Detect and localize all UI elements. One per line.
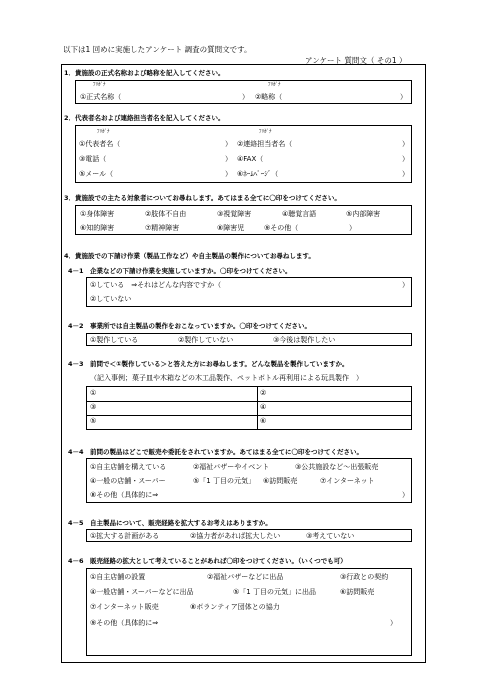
q44-option-bazaar[interactable]: ②福祉バザーやイベント xyxy=(193,463,270,471)
q1-short-name-close: ） xyxy=(400,93,407,101)
q43-cell-2[interactable]: ② xyxy=(260,389,267,397)
q46-option-shop[interactable]: ④一般店舗・スーパーなどに出品 xyxy=(90,588,194,596)
q2-row3-right-close: ） xyxy=(402,170,409,178)
q46-title: 4－6 販売経路の拡大として考えていることがあれば〇印をつけてください。（いくつでも可） xyxy=(68,557,347,565)
q2-row1-right-close: ） xyxy=(402,140,409,148)
q42-title: 4－2 事業所では自主製品の製作をおこなっていますか。〇印をつけてください。 xyxy=(68,322,312,330)
q43-cell-5[interactable]: ⑤ xyxy=(90,417,97,425)
q44-option-other[interactable]: ⑧その他（具体的に⇒ xyxy=(90,491,159,499)
q41-title: 4－1 企業などの下請け作業を実施していますか。〇印をつけてください。 xyxy=(68,267,292,275)
q3-option-limb[interactable]: ②肢体不自由 xyxy=(145,210,187,218)
q46-option-bazaar[interactable]: ②福祉バザーなどに出品 xyxy=(207,573,284,581)
q44-option-visit[interactable]: ⑥訪問販売 xyxy=(263,477,298,485)
q2-contact-person-field[interactable]: ②連絡担当者名（ xyxy=(237,140,293,148)
q2-email-field[interactable]: ⑤メール（ xyxy=(79,170,114,178)
q2-row3-left-close: ） xyxy=(225,170,232,178)
q46-option-internet[interactable]: ⑦インターネット販売 xyxy=(90,603,159,611)
q44-option-shop[interactable]: ④一般の店舗・スーパー xyxy=(90,477,166,485)
q2-row2-right-close: ） xyxy=(402,155,409,163)
q41-option-no[interactable]: ②していない xyxy=(90,295,132,303)
q43-cell-6[interactable]: ⑥ xyxy=(260,417,267,425)
q45-title: 4－5 自主製品について、販売経路を拡大するお考えはありますか。 xyxy=(68,519,272,527)
q46-other-close: ） xyxy=(390,619,397,627)
q3-option-physical[interactable]: ①身体障害 xyxy=(80,210,115,218)
q3-option-hearing[interactable]: ④聴覚言語 xyxy=(282,210,317,218)
q2-title: 2．代表者名および連絡担当者名を記入してください。 xyxy=(64,114,225,122)
q2-fax-field[interactable]: ④FAX（ xyxy=(237,155,264,163)
q46-option-other[interactable]: ⑨その他（具体的に⇒ xyxy=(90,619,159,627)
q45-option-if-helper[interactable]: ②協力者があれば拡大したい xyxy=(190,532,281,540)
q43-cell-4[interactable]: ④ xyxy=(260,403,267,411)
q43-cell-1[interactable]: ① xyxy=(90,389,97,397)
q3-option-children[interactable]: ⑧障害児 xyxy=(217,224,245,232)
q2-row2-left-close: ） xyxy=(225,155,232,163)
q44-other-close: ） xyxy=(402,491,409,499)
q1-ruby-2: ﾌﾘｶﾞﾅ xyxy=(268,82,281,88)
q1-title: 1．貴施設の正式名称および略称を記入してください。 xyxy=(64,69,225,77)
q2-homepage-field[interactable]: ⑥ﾎｰﾑﾍﾟｰｼﾞ（ xyxy=(237,170,279,178)
q2-ruby-1: ﾌﾘｶﾞﾅ xyxy=(97,129,110,135)
document-label: アンケート 質問文（ その1 ） xyxy=(305,56,407,65)
q43-cell-3[interactable]: ③ xyxy=(90,403,97,411)
q44-option-internet[interactable]: ⑦インターネット xyxy=(320,477,375,485)
q1-official-name-field[interactable]: ①正式名称（ xyxy=(80,93,122,101)
q46-option-volunteer[interactable]: ⑧ボランティア団体との協力 xyxy=(190,603,280,611)
q41-option-yes[interactable]: ①している ⇒それはどんな内容ですか（ xyxy=(90,281,222,289)
q2-phone-field[interactable]: ③電話（ xyxy=(79,155,107,163)
q1-ruby-1: ﾌﾘｶﾞﾅ xyxy=(93,82,106,88)
q41-option-yes-close: ） xyxy=(402,281,409,289)
q43-title: 4－3 前問で＜①製作している＞と答えた方にお尋ねします。どんな製品を製作していますか。 xyxy=(68,360,349,368)
q44-option-own-store[interactable]: ①自主店舗を構えている xyxy=(90,463,167,471)
q3-option-other[interactable]: ⑨その他（ xyxy=(264,224,299,232)
q3-other-close: ） xyxy=(349,224,356,232)
q2-ruby-2: ﾌﾘｶﾞﾅ xyxy=(259,129,272,135)
q42-option-making[interactable]: ①製作している xyxy=(90,336,139,344)
q44-option-public-facility[interactable]: ③公共施設など〜出張販売 xyxy=(295,463,379,471)
q45-option-no[interactable]: ③考えていない xyxy=(306,532,355,540)
q43-product-grid xyxy=(86,386,412,430)
q46-option-itchome[interactable]: ⑤「1 丁目の元気」に出品 xyxy=(233,588,316,596)
q4-title: 4．貴施設での下請け作業（製品工作など）や自主製品の製作についてお尋ねします。 xyxy=(64,252,315,260)
q2-row1-left-close: ） xyxy=(225,140,232,148)
q2-representative-field[interactable]: ①代表者名（ xyxy=(79,140,121,148)
q3-title: 3．貴施設での主たる対象者についてお尋ねします。あてはまる全てに〇印をつけてください。 xyxy=(64,194,341,202)
q46-option-own-store[interactable]: ①自主店舗の設置 xyxy=(90,573,146,581)
q42-option-not-making[interactable]: ②製作していない xyxy=(178,336,234,344)
q44-title: 4－4 前問の製品はどこで販売や委託をされていますか。あてはまる全てに〇印をつけてください。 xyxy=(68,448,364,456)
q1-official-name-close: ） xyxy=(242,93,249,101)
q3-option-internal[interactable]: ⑤内部障害 xyxy=(346,210,381,218)
q1-short-name-field[interactable]: ②略称（ xyxy=(255,93,283,101)
q3-option-mental[interactable]: ⑦精神障害 xyxy=(145,224,180,232)
intro-text: 以下は1 回めに実施したアンケート 調査の質問文です。 xyxy=(63,45,252,54)
q46-option-visit[interactable]: ⑥訪問販売 xyxy=(340,588,375,596)
q44-option-itchome[interactable]: ⑤「1 丁目の元気」 xyxy=(193,477,255,485)
q42-option-future[interactable]: ③今後は製作したい xyxy=(273,336,336,344)
q45-option-plan[interactable]: ①拡大する計画がある xyxy=(90,532,160,540)
q3-option-visual[interactable]: ③視覚障害 xyxy=(217,210,252,218)
q43-example: （記入事例；菓子皿や木箱などの木工品製作、ペットボトル再利用による玩具製作 ） xyxy=(90,374,363,382)
q46-option-government[interactable]: ③行政との契約 xyxy=(340,573,389,581)
q3-option-intellectual[interactable]: ⑥知的障害 xyxy=(80,224,115,232)
